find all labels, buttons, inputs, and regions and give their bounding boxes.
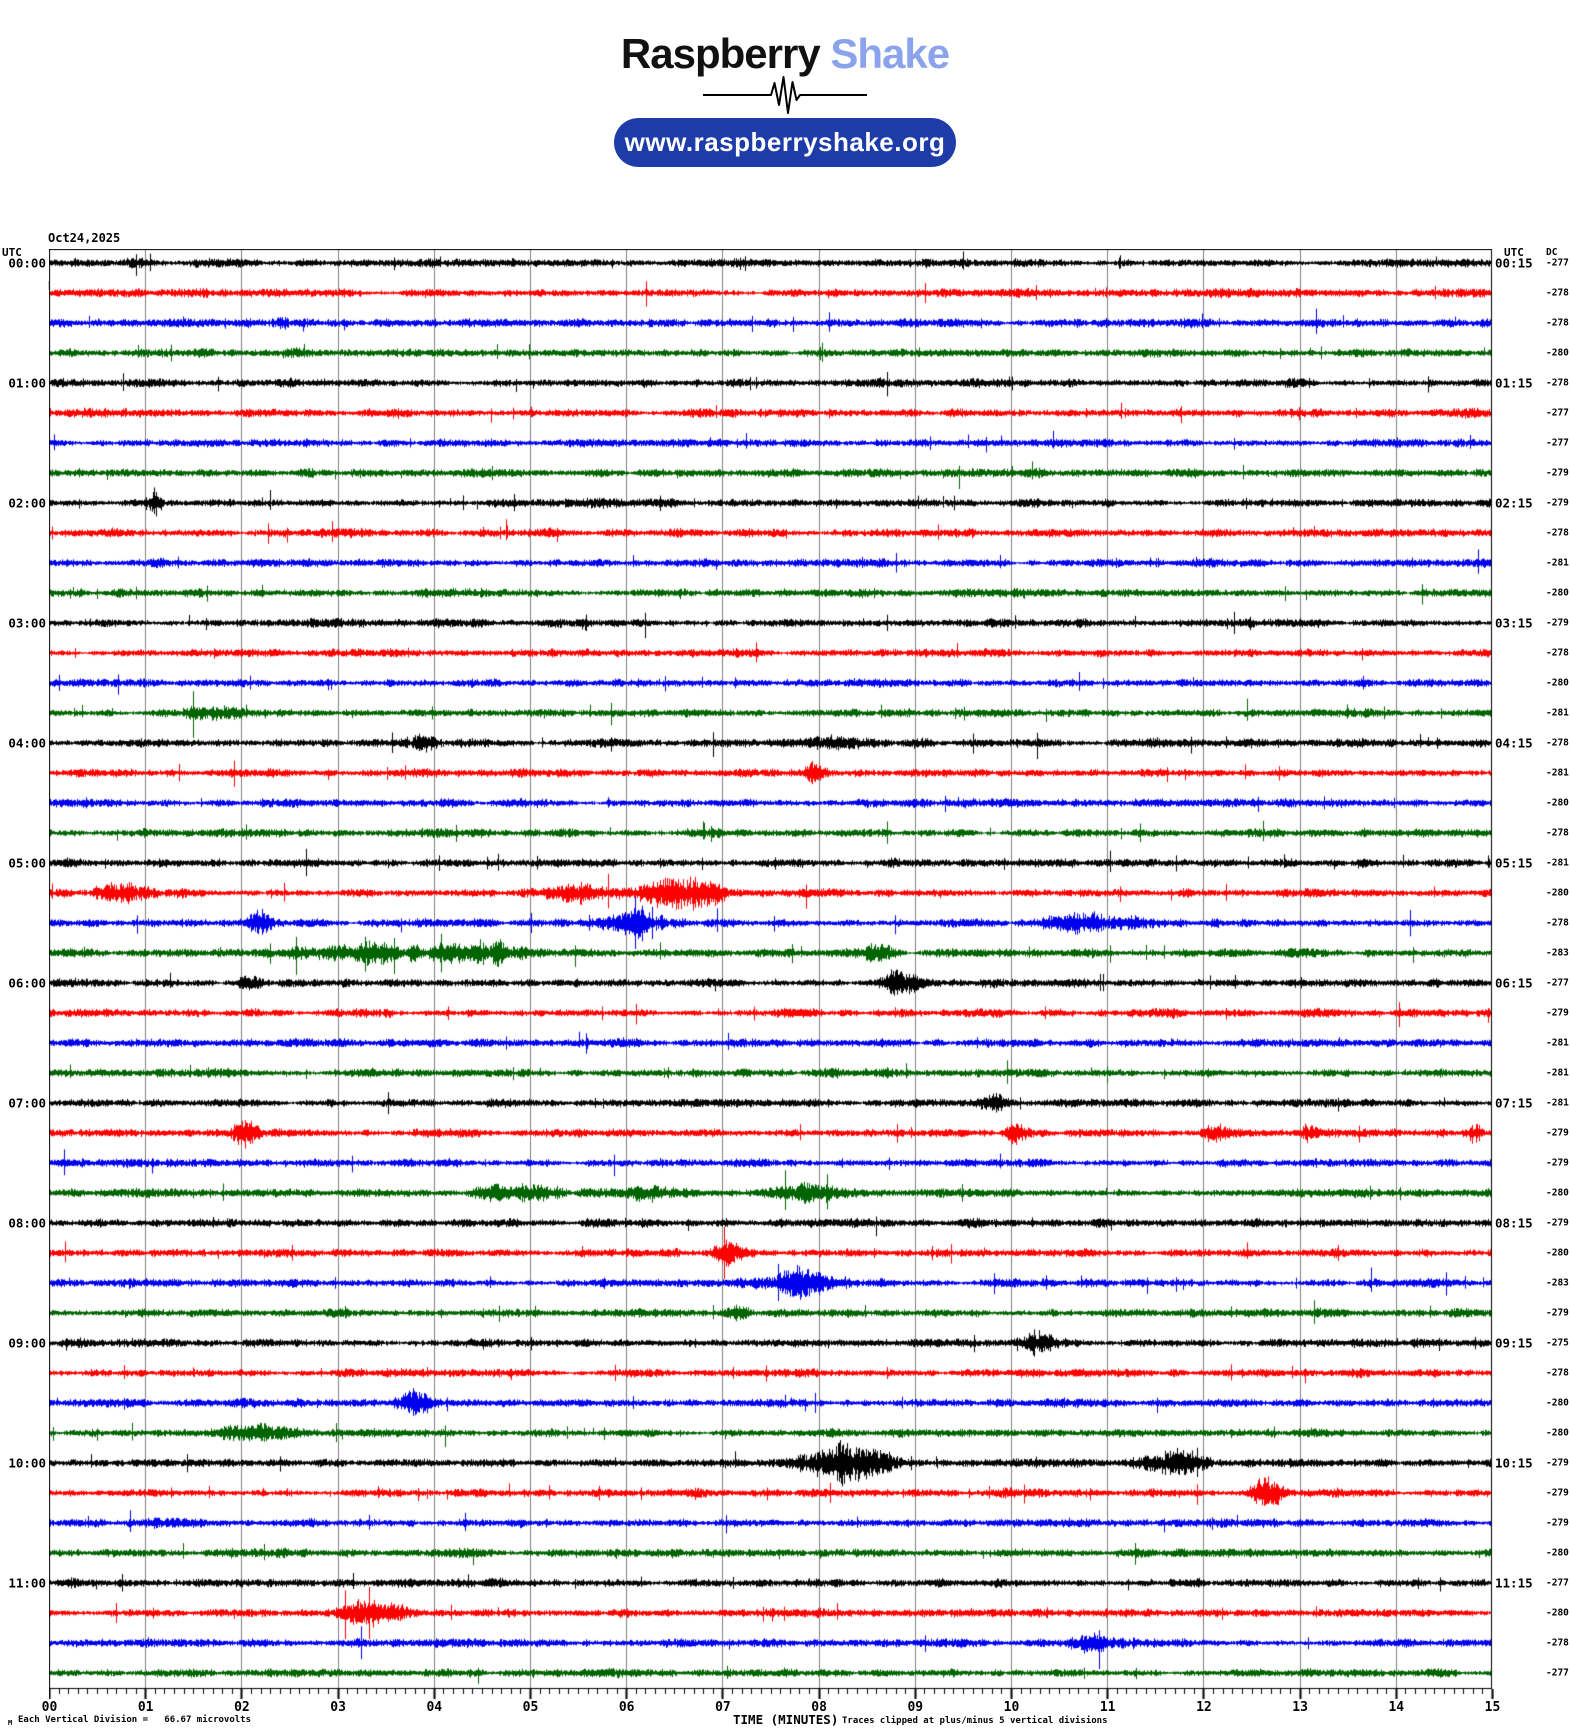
utc-right-header: UTC: [1504, 246, 1524, 259]
dc-value: -278: [1546, 737, 1569, 749]
dc-value: -280: [1546, 1187, 1569, 1199]
dc-value: -280: [1546, 887, 1569, 899]
minute-tick-label: 03: [330, 1700, 346, 1715]
hour-label-left: 11:00: [8, 1575, 46, 1591]
dc-value: -278: [1546, 317, 1569, 329]
dc-value: -281: [1546, 557, 1569, 569]
hour-label-right: 11:15: [1495, 1575, 1533, 1591]
logo: [0, 30, 1570, 78]
hour-label-right: 04:15: [1495, 735, 1533, 751]
dc-value: -281: [1546, 767, 1569, 779]
minute-tick-label: 09: [907, 1700, 924, 1715]
dc-value: -281: [1546, 1037, 1569, 1049]
dc-value: -278: [1546, 1637, 1569, 1649]
dc-value: -278: [1546, 917, 1569, 929]
dc-value: -281: [1546, 1067, 1569, 1079]
dc-value: -279: [1546, 1487, 1569, 1499]
scale-mark: M: [8, 1719, 13, 1727]
dc-value: -283: [1546, 947, 1569, 959]
minute-tick-label: 07: [715, 1700, 731, 1715]
hour-label-left: 00:00: [8, 255, 46, 271]
scale-note: Each Vertical Division = 66.67 microvolts: [18, 1715, 251, 1725]
hour-label-left: 10:00: [8, 1455, 46, 1471]
hour-label-right: 06:15: [1495, 975, 1533, 991]
dc-value: -280: [1546, 347, 1569, 359]
minute-tick-label: 14: [1388, 1700, 1405, 1715]
dc-value: -281: [1546, 1097, 1569, 1109]
hour-label-left: 08:00: [8, 1215, 46, 1231]
dc-value: -278: [1546, 647, 1569, 659]
dc-value: -281: [1546, 707, 1569, 719]
dc-value: -279: [1546, 1007, 1569, 1019]
station-date: Oct24,2025: [48, 231, 121, 245]
dc-value: -277: [1546, 977, 1569, 989]
dc-value: -279: [1546, 1217, 1569, 1229]
dc-value: -280: [1546, 1607, 1569, 1619]
dc-value: -278: [1546, 1367, 1569, 1379]
hour-label-left: 03:00: [8, 615, 46, 631]
dc-value: -277: [1546, 1577, 1569, 1589]
dc-value: -279: [1546, 1307, 1569, 1319]
dc-header: DC: [1546, 247, 1558, 258]
helicorder-canvas: [49, 249, 1494, 1701]
minute-tick-label: 13: [1292, 1700, 1308, 1715]
hour-label-right: 05:15: [1495, 855, 1533, 871]
dc-value: -279: [1546, 497, 1569, 509]
dc-value: -280: [1546, 587, 1569, 599]
dc-value: -278: [1546, 287, 1569, 299]
minute-tick-label: 00: [41, 1700, 58, 1715]
hour-label-right: 00:15: [1495, 255, 1533, 271]
seismic-waveform-icon: [703, 74, 867, 116]
logo-text-secondary: Shake: [830, 30, 950, 77]
hour-label-left: 05:00: [8, 855, 46, 871]
dc-value: -280: [1546, 1427, 1569, 1439]
utc-left-header: UTC: [2, 246, 22, 259]
site-url-label: www.raspberryshake.org: [624, 127, 946, 157]
dc-value: -278: [1546, 527, 1569, 539]
dc-value: -275: [1546, 1337, 1569, 1349]
dc-value: -280: [1546, 1247, 1569, 1259]
minute-tick-label: 01: [137, 1700, 154, 1715]
minute-tick-label: 05: [522, 1700, 539, 1715]
minute-tick-label: 15: [1484, 1700, 1501, 1715]
minute-tick-label: 08: [811, 1700, 827, 1715]
hour-label-left: 07:00: [8, 1095, 46, 1111]
minute-tick-label: 04: [426, 1700, 443, 1715]
dc-value: -277: [1546, 1667, 1569, 1679]
hour-label-right: 10:15: [1495, 1455, 1533, 1471]
minute-tick-label: 06: [618, 1700, 635, 1715]
hour-label-right: 01:15: [1495, 375, 1533, 391]
minute-tick-label: 02: [234, 1700, 250, 1715]
dc-value: -279: [1546, 1517, 1569, 1529]
dc-value: -279: [1546, 1127, 1569, 1139]
hour-label-right: 08:15: [1495, 1215, 1533, 1231]
logo-text-primary: Raspberry: [620, 30, 820, 77]
dc-value: -280: [1546, 1547, 1569, 1559]
clip-note: Traces clipped at plus/minus 5 vertical divisions: [842, 1716, 1108, 1726]
dc-value: -283: [1546, 1277, 1569, 1289]
dc-value: -279: [1546, 1157, 1569, 1169]
dc-value: -277: [1546, 407, 1569, 419]
dc-value: -277: [1546, 437, 1569, 449]
site-url-button[interactable]: [614, 118, 956, 167]
hour-label-left: 09:00: [8, 1335, 46, 1351]
hour-label-right: 09:15: [1495, 1335, 1533, 1351]
x-axis-title: TIME (MINUTES): [733, 1712, 839, 1727]
hour-label-right: 03:15: [1495, 615, 1533, 631]
dc-value: -279: [1546, 467, 1569, 479]
hour-label-left: 01:00: [8, 375, 46, 391]
minute-tick-label: 12: [1196, 1700, 1212, 1715]
minute-tick-label: 10: [1003, 1700, 1020, 1715]
dc-value: -280: [1546, 1397, 1569, 1409]
dc-value: -277: [1546, 257, 1569, 269]
hour-label-left: 02:00: [8, 495, 46, 511]
dc-value: -278: [1546, 827, 1569, 839]
dc-value: -279: [1546, 1457, 1569, 1469]
dc-value: -280: [1546, 677, 1569, 689]
hour-label-right: 07:15: [1495, 1095, 1533, 1111]
dc-value: -278: [1546, 377, 1569, 389]
minute-tick-label: 11: [1099, 1700, 1116, 1715]
hour-label-right: 02:15: [1495, 495, 1533, 511]
dc-value: -280: [1546, 797, 1569, 809]
hour-label-left: 04:00: [8, 735, 46, 751]
dc-value: -279: [1546, 617, 1569, 629]
dc-value: -281: [1546, 857, 1569, 869]
hour-label-left: 06:00: [8, 975, 46, 991]
